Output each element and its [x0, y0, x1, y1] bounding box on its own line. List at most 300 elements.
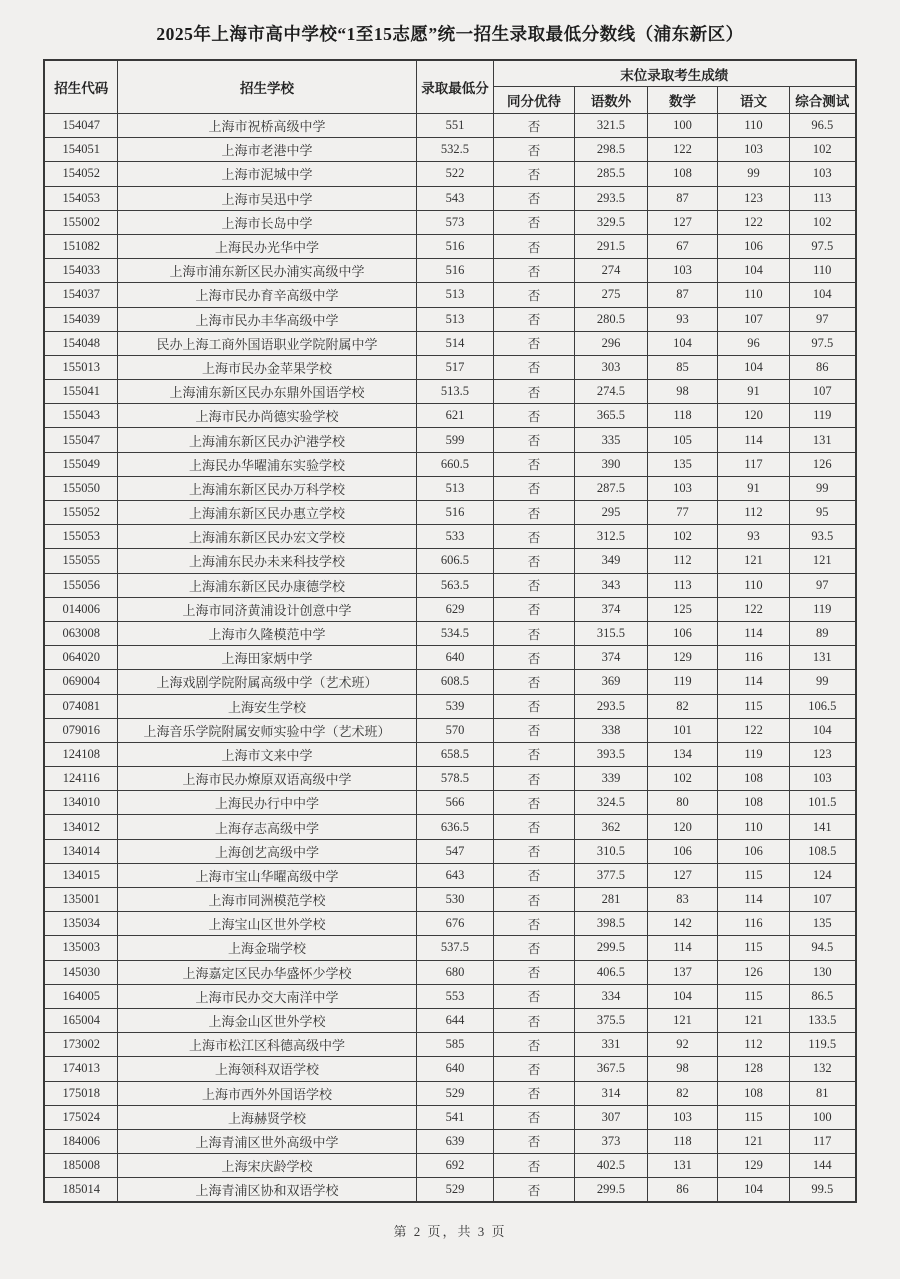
cell-min-score: 644 [416, 1008, 493, 1032]
cell-chinese: 121 [717, 1129, 789, 1153]
cell-code: 135034 [44, 912, 117, 936]
cell-min-score: 676 [416, 912, 493, 936]
cell-chn-math-eng: 274.5 [574, 380, 647, 404]
cell-chn-math-eng: 377.5 [574, 863, 647, 887]
cell-math: 134 [647, 742, 717, 766]
cell-min-score: 516 [416, 234, 493, 258]
cell-tie-preference: 否 [493, 234, 574, 258]
cell-math: 135 [647, 452, 717, 476]
col-subheader-chinese: 语文 [717, 87, 789, 114]
cell-chn-math-eng: 312.5 [574, 525, 647, 549]
cell-min-score: 530 [416, 888, 493, 912]
table-row [44, 525, 855, 549]
cell-comprehensive: 113 [789, 186, 855, 210]
cell-comprehensive: 119 [789, 404, 855, 428]
cell-tie-preference: 否 [493, 573, 574, 597]
cell-math: 92 [647, 1033, 717, 1057]
cell-chinese: 96 [717, 331, 789, 355]
cell-comprehensive: 96.5 [789, 114, 855, 138]
cell-chn-math-eng: 393.5 [574, 742, 647, 766]
cell-min-score: 658.5 [416, 742, 493, 766]
cell-chn-math-eng: 314 [574, 1081, 647, 1105]
cell-chn-math-eng: 338 [574, 718, 647, 742]
cell-chinese: 122 [717, 718, 789, 742]
cell-code: 155050 [44, 476, 117, 500]
cell-chinese: 104 [717, 259, 789, 283]
cell-code: 155002 [44, 210, 117, 234]
cell-math: 121 [647, 1008, 717, 1032]
cell-school: 上海市松江区科德高级中学 [117, 1033, 416, 1057]
cell-math: 102 [647, 767, 717, 791]
cell-school: 上海市西外外国语学校 [117, 1081, 416, 1105]
cell-tie-preference: 否 [493, 380, 574, 404]
cell-tie-preference: 否 [493, 767, 574, 791]
cell-chinese: 117 [717, 452, 789, 476]
cell-chinese: 112 [717, 501, 789, 525]
cell-tie-preference: 否 [493, 404, 574, 428]
cell-comprehensive: 94.5 [789, 936, 855, 960]
cell-school: 上海领科双语学校 [117, 1057, 416, 1081]
cell-math: 67 [647, 234, 717, 258]
cell-code: 154048 [44, 331, 117, 355]
cell-min-score: 692 [416, 1154, 493, 1178]
cell-school: 上海浦东新区民办宏文学校 [117, 525, 416, 549]
cell-chn-math-eng: 293.5 [574, 694, 647, 718]
cell-school: 上海市同济黄浦设计创意中学 [117, 597, 416, 621]
cell-school: 上海赫贤学校 [117, 1105, 416, 1129]
admission-scores-table [43, 59, 856, 1203]
cell-code: 134015 [44, 863, 117, 887]
cell-school: 上海民办行中中学 [117, 791, 416, 815]
col-subheader-comprehensive: 综合测试 [789, 87, 855, 114]
cell-min-score: 539 [416, 694, 493, 718]
cell-chinese: 104 [717, 1178, 789, 1203]
table-row [44, 307, 855, 331]
cell-school: 上海市长岛中学 [117, 210, 416, 234]
cell-math: 80 [647, 791, 717, 815]
cell-chn-math-eng: 374 [574, 646, 647, 670]
cell-min-score: 532.5 [416, 138, 493, 162]
cell-min-score: 529 [416, 1081, 493, 1105]
cell-chinese: 121 [717, 549, 789, 573]
cell-code: 185014 [44, 1178, 117, 1203]
table-row [44, 863, 855, 887]
cell-tie-preference: 否 [493, 138, 574, 162]
cell-school: 上海青浦区世外高级中学 [117, 1129, 416, 1153]
cell-chinese: 126 [717, 960, 789, 984]
cell-school: 上海市民办尚德实验学校 [117, 404, 416, 428]
cell-comprehensive: 101.5 [789, 791, 855, 815]
table-row [44, 501, 855, 525]
cell-min-score: 522 [416, 162, 493, 186]
cell-min-score: 514 [416, 331, 493, 355]
cell-chn-math-eng: 321.5 [574, 114, 647, 138]
cell-math: 131 [647, 1154, 717, 1178]
cell-chn-math-eng: 343 [574, 573, 647, 597]
cell-math: 85 [647, 355, 717, 379]
table-row [44, 936, 855, 960]
cell-comprehensive: 119 [789, 597, 855, 621]
cell-school: 上海创艺高级中学 [117, 839, 416, 863]
cell-code: 155052 [44, 501, 117, 525]
cell-comprehensive: 141 [789, 815, 855, 839]
cell-school: 上海市久隆模范中学 [117, 621, 416, 645]
table-row [44, 912, 855, 936]
cell-chn-math-eng: 369 [574, 670, 647, 694]
cell-min-score: 599 [416, 428, 493, 452]
cell-chn-math-eng: 295 [574, 501, 647, 525]
cell-min-score: 534.5 [416, 621, 493, 645]
cell-comprehensive: 119.5 [789, 1033, 855, 1057]
cell-code: 155049 [44, 452, 117, 476]
cell-math: 93 [647, 307, 717, 331]
cell-code: 164005 [44, 984, 117, 1008]
cell-tie-preference: 否 [493, 549, 574, 573]
cell-tie-preference: 否 [493, 1081, 574, 1105]
table-row [44, 428, 855, 452]
cell-code: 155047 [44, 428, 117, 452]
cell-min-score: 551 [416, 114, 493, 138]
table-body [44, 114, 855, 1203]
cell-min-score: 640 [416, 1057, 493, 1081]
cell-math: 82 [647, 694, 717, 718]
cell-chinese: 129 [717, 1154, 789, 1178]
cell-min-score: 629 [416, 597, 493, 621]
cell-chn-math-eng: 365.5 [574, 404, 647, 428]
cell-chn-math-eng: 287.5 [574, 476, 647, 500]
cell-math: 105 [647, 428, 717, 452]
col-subheader-chn-math-eng: 语数外 [574, 87, 647, 114]
cell-min-score: 566 [416, 791, 493, 815]
table-row [44, 355, 855, 379]
cell-math: 98 [647, 1057, 717, 1081]
cell-comprehensive: 100 [789, 1105, 855, 1129]
cell-chn-math-eng: 281 [574, 888, 647, 912]
cell-comprehensive: 102 [789, 138, 855, 162]
table-row [44, 380, 855, 404]
cell-comprehensive: 133.5 [789, 1008, 855, 1032]
cell-min-score: 585 [416, 1033, 493, 1057]
cell-chinese: 108 [717, 767, 789, 791]
col-subheader-tie-preference: 同分优待 [493, 87, 574, 114]
cell-min-score: 529 [416, 1178, 493, 1203]
cell-comprehensive: 126 [789, 452, 855, 476]
cell-min-score: 513.5 [416, 380, 493, 404]
cell-math: 82 [647, 1081, 717, 1105]
cell-min-score: 537.5 [416, 936, 493, 960]
cell-chinese: 110 [717, 283, 789, 307]
cell-chinese: 93 [717, 525, 789, 549]
table-row [44, 694, 855, 718]
cell-comprehensive: 99.5 [789, 1178, 855, 1203]
cell-comprehensive: 97.5 [789, 331, 855, 355]
cell-chn-math-eng: 349 [574, 549, 647, 573]
cell-min-score: 621 [416, 404, 493, 428]
cell-chinese: 91 [717, 380, 789, 404]
cell-chn-math-eng: 315.5 [574, 621, 647, 645]
cell-school: 上海音乐学院附属安师实验中学（艺术班） [117, 718, 416, 742]
cell-min-score: 513 [416, 476, 493, 500]
table-row [44, 1154, 855, 1178]
cell-tie-preference: 否 [493, 428, 574, 452]
cell-chn-math-eng: 402.5 [574, 1154, 647, 1178]
cell-school: 上海浦东新区民办万科学校 [117, 476, 416, 500]
col-header-school: 招生学校 [117, 60, 416, 114]
cell-school: 上海宝山区世外学校 [117, 912, 416, 936]
cell-tie-preference: 否 [493, 210, 574, 234]
cell-code: 134012 [44, 815, 117, 839]
cell-math: 100 [647, 114, 717, 138]
cell-chinese: 110 [717, 114, 789, 138]
cell-chn-math-eng: 373 [574, 1129, 647, 1153]
cell-code: 155056 [44, 573, 117, 597]
cell-tie-preference: 否 [493, 888, 574, 912]
cell-min-score: 516 [416, 501, 493, 525]
cell-comprehensive: 103 [789, 162, 855, 186]
table-row [44, 646, 855, 670]
cell-comprehensive: 121 [789, 549, 855, 573]
table-row [44, 1081, 855, 1105]
cell-code: 175018 [44, 1081, 117, 1105]
cell-school: 上海田家炳中学 [117, 646, 416, 670]
cell-min-score: 563.5 [416, 573, 493, 597]
cell-tie-preference: 否 [493, 984, 574, 1008]
cell-math: 86 [647, 1178, 717, 1203]
cell-school: 上海市老港中学 [117, 138, 416, 162]
col-header-last-admitted-group: 末位录取考生成绩 [493, 60, 855, 87]
cell-math: 108 [647, 162, 717, 186]
cell-comprehensive: 144 [789, 1154, 855, 1178]
cell-chn-math-eng: 406.5 [574, 960, 647, 984]
cell-code: 154037 [44, 283, 117, 307]
cell-comprehensive: 123 [789, 742, 855, 766]
cell-math: 137 [647, 960, 717, 984]
cell-tie-preference: 否 [493, 1129, 574, 1153]
table-row [44, 138, 855, 162]
cell-chinese: 120 [717, 404, 789, 428]
cell-math: 77 [647, 501, 717, 525]
cell-chinese: 108 [717, 1081, 789, 1105]
cell-math: 87 [647, 283, 717, 307]
cell-chinese: 104 [717, 355, 789, 379]
cell-school: 上海存志高级中学 [117, 815, 416, 839]
cell-chn-math-eng: 398.5 [574, 912, 647, 936]
cell-chn-math-eng: 293.5 [574, 186, 647, 210]
cell-comprehensive: 97 [789, 307, 855, 331]
cell-chinese: 114 [717, 670, 789, 694]
cell-chn-math-eng: 334 [574, 984, 647, 1008]
cell-school: 上海浦东新区民办惠立学校 [117, 501, 416, 525]
cell-chn-math-eng: 331 [574, 1033, 647, 1057]
cell-school: 上海戏剧学院附属高级中学（艺术班） [117, 670, 416, 694]
table-row [44, 1129, 855, 1153]
table-row [44, 549, 855, 573]
cell-chinese: 119 [717, 742, 789, 766]
cell-min-score: 636.5 [416, 815, 493, 839]
cell-chinese: 115 [717, 863, 789, 887]
cell-chn-math-eng: 274 [574, 259, 647, 283]
cell-code: 154047 [44, 114, 117, 138]
cell-comprehensive: 97.5 [789, 234, 855, 258]
cell-comprehensive: 130 [789, 960, 855, 984]
cell-comprehensive: 89 [789, 621, 855, 645]
cell-tie-preference: 否 [493, 621, 574, 645]
cell-math: 106 [647, 839, 717, 863]
cell-chn-math-eng: 390 [574, 452, 647, 476]
table-row [44, 331, 855, 355]
table-row [44, 718, 855, 742]
cell-school: 上海市民办育辛高级中学 [117, 283, 416, 307]
cell-math: 127 [647, 210, 717, 234]
cell-math: 102 [647, 525, 717, 549]
cell-school: 民办上海工商外国语职业学院附属中学 [117, 331, 416, 355]
cell-chinese: 106 [717, 839, 789, 863]
cell-math: 98 [647, 380, 717, 404]
cell-chn-math-eng: 367.5 [574, 1057, 647, 1081]
cell-comprehensive: 108.5 [789, 839, 855, 863]
cell-tie-preference: 否 [493, 1154, 574, 1178]
cell-min-score: 543 [416, 186, 493, 210]
cell-math: 122 [647, 138, 717, 162]
table-row [44, 984, 855, 1008]
table-row [44, 210, 855, 234]
cell-chinese: 114 [717, 428, 789, 452]
cell-school: 上海金山区世外学校 [117, 1008, 416, 1032]
cell-chinese: 108 [717, 791, 789, 815]
cell-code: 155013 [44, 355, 117, 379]
cell-school: 上海市吴迅中学 [117, 186, 416, 210]
cell-comprehensive: 99 [789, 476, 855, 500]
cell-math: 101 [647, 718, 717, 742]
cell-code: 174013 [44, 1057, 117, 1081]
cell-chinese: 112 [717, 1033, 789, 1057]
table-row [44, 839, 855, 863]
cell-chinese: 121 [717, 1008, 789, 1032]
cell-tie-preference: 否 [493, 646, 574, 670]
table-row [44, 1057, 855, 1081]
cell-math: 127 [647, 863, 717, 887]
cell-code: 155043 [44, 404, 117, 428]
cell-school: 上海民办光华中学 [117, 234, 416, 258]
cell-min-score: 640 [416, 646, 493, 670]
cell-tie-preference: 否 [493, 331, 574, 355]
cell-chinese: 114 [717, 621, 789, 645]
cell-tie-preference: 否 [493, 1178, 574, 1203]
cell-chinese: 91 [717, 476, 789, 500]
cell-min-score: 516 [416, 259, 493, 283]
cell-chinese: 116 [717, 912, 789, 936]
cell-code: 135003 [44, 936, 117, 960]
table-row [44, 283, 855, 307]
cell-tie-preference: 否 [493, 791, 574, 815]
cell-school: 上海市民办交大南洋中学 [117, 984, 416, 1008]
cell-math: 142 [647, 912, 717, 936]
cell-school: 上海市文来中学 [117, 742, 416, 766]
table-row [44, 670, 855, 694]
cell-comprehensive: 103 [789, 767, 855, 791]
cell-tie-preference: 否 [493, 1057, 574, 1081]
cell-comprehensive: 132 [789, 1057, 855, 1081]
cell-school: 上海嘉定区民办华盛怀少学校 [117, 960, 416, 984]
cell-comprehensive: 81 [789, 1081, 855, 1105]
cell-comprehensive: 131 [789, 646, 855, 670]
cell-tie-preference: 否 [493, 476, 574, 500]
cell-school: 上海宋庆龄学校 [117, 1154, 416, 1178]
cell-school: 上海市同洲模范学校 [117, 888, 416, 912]
table-row [44, 234, 855, 258]
table-row [44, 815, 855, 839]
table-row [44, 259, 855, 283]
cell-math: 118 [647, 404, 717, 428]
cell-code: 154053 [44, 186, 117, 210]
cell-tie-preference: 否 [493, 839, 574, 863]
cell-chinese: 123 [717, 186, 789, 210]
table-row [44, 791, 855, 815]
cell-math: 119 [647, 670, 717, 694]
cell-tie-preference: 否 [493, 501, 574, 525]
cell-comprehensive: 86 [789, 355, 855, 379]
cell-code: 154033 [44, 259, 117, 283]
cell-min-score: 570 [416, 718, 493, 742]
cell-chn-math-eng: 324.5 [574, 791, 647, 815]
cell-comprehensive: 110 [789, 259, 855, 283]
cell-chinese: 103 [717, 138, 789, 162]
cell-code: 014006 [44, 597, 117, 621]
cell-min-score: 533 [416, 525, 493, 549]
cell-chn-math-eng: 329.5 [574, 210, 647, 234]
cell-comprehensive: 97 [789, 573, 855, 597]
cell-code: 154052 [44, 162, 117, 186]
cell-code: 175024 [44, 1105, 117, 1129]
cell-min-score: 553 [416, 984, 493, 1008]
cell-chinese: 106 [717, 234, 789, 258]
table-row [44, 960, 855, 984]
cell-tie-preference: 否 [493, 283, 574, 307]
cell-comprehensive: 86.5 [789, 984, 855, 1008]
cell-tie-preference: 否 [493, 960, 574, 984]
table-row [44, 162, 855, 186]
table-row [44, 742, 855, 766]
cell-chn-math-eng: 335 [574, 428, 647, 452]
cell-code: 124116 [44, 767, 117, 791]
table-row [44, 1105, 855, 1129]
cell-min-score: 639 [416, 1129, 493, 1153]
cell-chinese: 115 [717, 936, 789, 960]
cell-chn-math-eng: 296 [574, 331, 647, 355]
cell-math: 106 [647, 621, 717, 645]
cell-chinese: 115 [717, 1105, 789, 1129]
cell-min-score: 513 [416, 283, 493, 307]
cell-chn-math-eng: 275 [574, 283, 647, 307]
cell-comprehensive: 135 [789, 912, 855, 936]
cell-comprehensive: 95 [789, 501, 855, 525]
cell-tie-preference: 否 [493, 597, 574, 621]
table-row [44, 1178, 855, 1203]
cell-chinese: 110 [717, 815, 789, 839]
cell-comprehensive: 106.5 [789, 694, 855, 718]
cell-tie-preference: 否 [493, 162, 574, 186]
cell-min-score: 513 [416, 307, 493, 331]
cell-code: 184006 [44, 1129, 117, 1153]
cell-math: 87 [647, 186, 717, 210]
cell-school: 上海市民办丰华高级中学 [117, 307, 416, 331]
cell-code: 064020 [44, 646, 117, 670]
cell-school: 上海市浦东新区民办浦实高级中学 [117, 259, 416, 283]
cell-tie-preference: 否 [493, 307, 574, 331]
table-row [44, 888, 855, 912]
cell-code: 124108 [44, 742, 117, 766]
cell-code: 134010 [44, 791, 117, 815]
